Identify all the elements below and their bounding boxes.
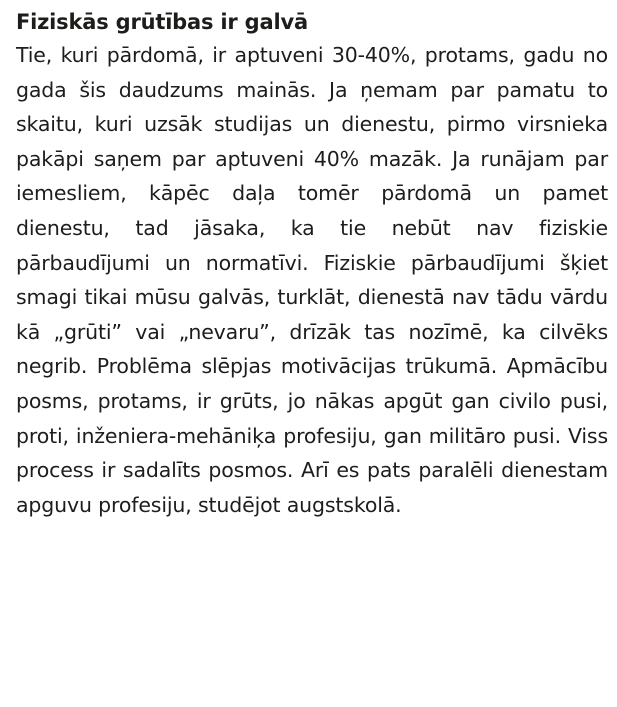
- article: [16, 6, 608, 522]
- article-body: Tie, kuri pārdomā, ir aptuveni 30-40%, protams, gadu no gada šis daudzums mainās. Ja ņemam par pamatu to skaitu, kuri uzsāk studijas un dienestu, pirmo virsnieka pakāpi saņem par aptuveni 40% mazāk. Ja runājam par iemesliem, kāpēc daļa tomēr pārdomā un pamet dienestu, tad jāsaka, ka tie nebūt nav fiziskie pārbaudījumi un normatīvi. Fiziskie pārbaudījumi šķiet smagi tikai mūsu galvās, turklāt, dienestā nav tādu vārdu kā „grūti” vai „nevaru”, drīzāk tas nozīmē, ka cilvēks negrib. Problēma slēpjas motivācijas trūkumā. Apmācību posms, protams, ir grūts, jo nākas apgūt gan civilo pusi, proti, inženiera-mehāniķa profesiju, gan militāro pusi. Viss process ir sadalīts posmos. Arī es pats paralēli dienestam apguvu profesiju, studējot augstskolā.: [16, 43, 608, 517]
- article-heading: Fiziskās grūtības ir galvā: [16, 10, 308, 34]
